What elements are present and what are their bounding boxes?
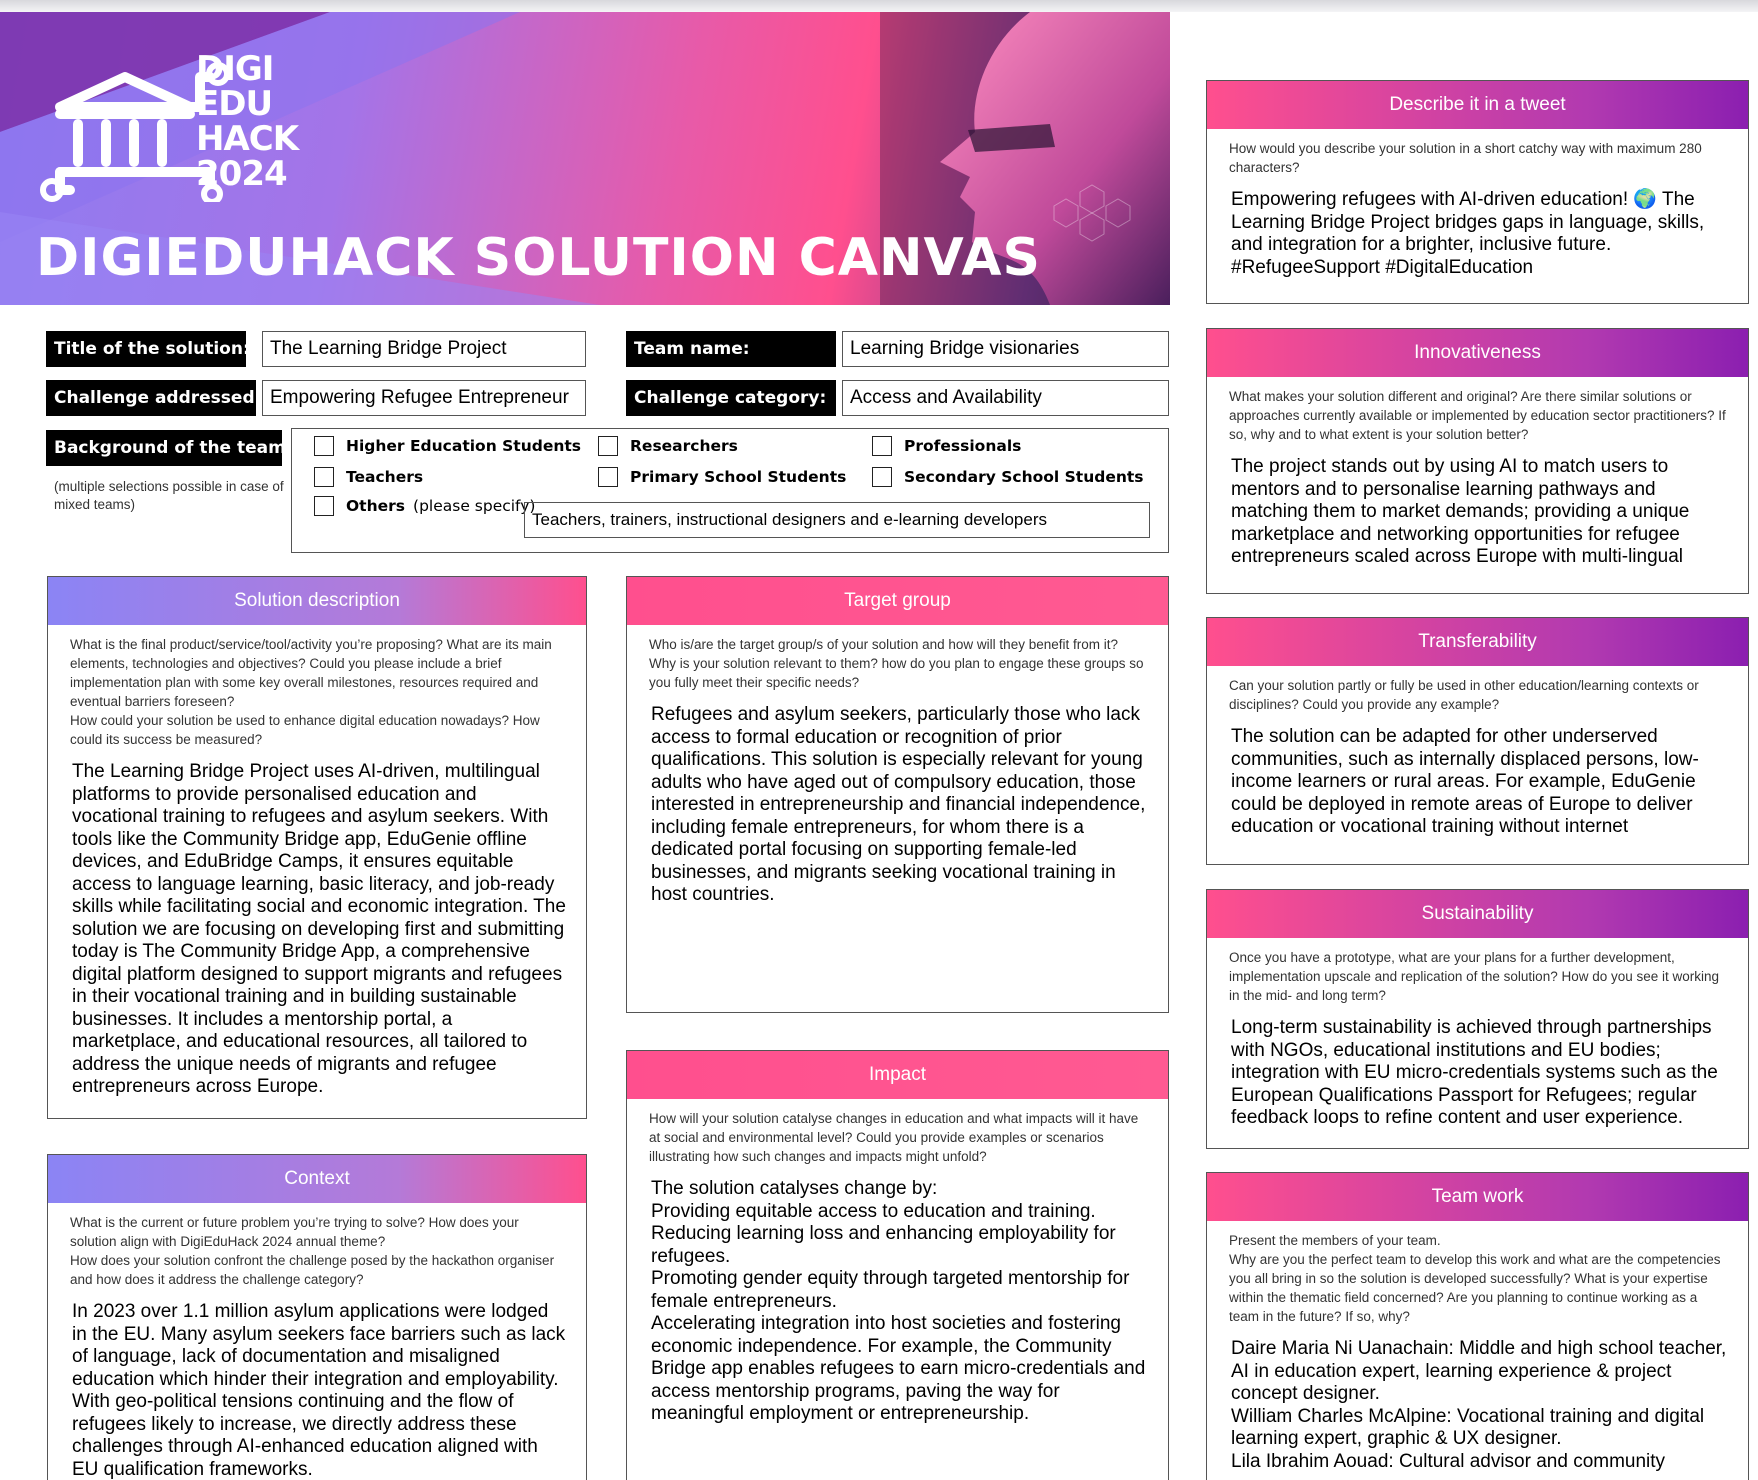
checkbox-label: Others xyxy=(346,497,406,515)
team-name-field[interactable]: Learning Bridge visionaries xyxy=(842,331,1169,367)
section-header: Impact xyxy=(627,1051,1168,1099)
section-header: Describe it in a tweet xyxy=(1207,81,1748,129)
section-team-work xyxy=(1206,1172,1749,1480)
checkbox-square-icon[interactable] xyxy=(314,496,334,516)
section-header: Team work xyxy=(1207,1173,1748,1221)
section-answer[interactable]: The project stands out by using AI to match users to mentors and to personalise learning pathways and matching them to market demands; providing a unique marketplace and networking opportunities for refugee entrepreneurs scaled across Europe with multi-lingual xyxy=(1231,456,1690,567)
checkbox-label: Higher Education Students xyxy=(346,437,582,455)
section-question: How will your solution catalyse changes in education and what impacts will it have at social and environmental level? Could you provide examples or scenarios illustrating how such changes and impacts might unfold? xyxy=(649,1111,1139,1164)
checkbox-square-icon[interactable] xyxy=(314,436,334,456)
checkbox-square-icon[interactable] xyxy=(314,467,334,487)
logo-line-1: DIGI xyxy=(196,49,274,89)
section-header: Target group xyxy=(627,577,1168,625)
logo-line-4: 2024 xyxy=(196,154,287,194)
title-field[interactable]: The Learning Bridge Project xyxy=(262,331,586,367)
challenge-field[interactable]: Empowering Refugee Entrepreneur xyxy=(262,380,586,416)
section-question: What makes your solution different and original? Are there similar solutions or approaches currently available or implemented by education sector practitioners? If so, why and to what extent is your solution better? xyxy=(1229,389,1726,442)
checkbox-label: Secondary School Students xyxy=(904,468,1144,486)
section-header: Transferability xyxy=(1207,618,1748,666)
section-header: Context xyxy=(48,1155,586,1203)
section-header: Sustainability xyxy=(1207,890,1748,938)
challenge-label: Challenge addressed: xyxy=(46,380,256,416)
section-answer[interactable]: Daire Maria Ni Uanachain: Middle and high school teacher, AI in education expert, learning experience & project concept designer. William Charles McAlpine: Vocational training and digital learning expert, graphic & UX designer. Lila Ibrahim Aouad: Cultural advisor and community xyxy=(1231,1338,1727,1472)
section-tweet xyxy=(1206,80,1749,304)
title-label: Title of the solution: xyxy=(46,331,246,367)
background-label: Background of the team: xyxy=(46,430,282,466)
checkbox-others[interactable] xyxy=(314,496,535,516)
logo-line-3: HACK xyxy=(196,119,299,159)
checkbox-higher-education[interactable] xyxy=(314,436,581,456)
others-hint: (please specify) xyxy=(413,497,536,515)
section-solution-description xyxy=(47,576,587,1119)
window-top-edge xyxy=(0,0,1758,12)
section-transferability xyxy=(1206,617,1749,865)
checkbox-primary-school[interactable] xyxy=(598,467,846,487)
background-note: (multiple selections possible in case of mixed teams) xyxy=(54,479,284,512)
section-answer[interactable]: The solution can be adapted for other underserved communities, such as internally displaced persons, low-income learners or rural areas. For example, EduGenie could be deployed in remote areas of Europe to deliver education or vocational training without internet xyxy=(1231,726,1699,837)
others-specify-field[interactable]: Teachers, trainers, instructional designers and e-learning developers xyxy=(524,502,1150,538)
checkbox-square-icon[interactable] xyxy=(872,436,892,456)
section-question: What is the current or future problem you’re trying to solve? How does your solution align with DigiEduHack 2024 annual theme? How does your solution confront the challenge posed by the hackathon organiser and how does it address the challenge category? xyxy=(70,1215,555,1287)
checkbox-secondary-school[interactable] xyxy=(872,467,1144,487)
challenge-category-field[interactable]: Access and Availability xyxy=(842,380,1169,416)
section-context xyxy=(47,1154,587,1480)
logo-line-2: EDU xyxy=(196,84,273,124)
checkbox-professionals[interactable] xyxy=(872,436,1021,456)
section-header: Innovativeness xyxy=(1207,329,1748,377)
section-target-group xyxy=(626,576,1169,1013)
section-answer[interactable]: Long-term sustainability is achieved through partnerships with NGOs, educational institutions and EU bodies; integration with EU micro-credentials systems such as the European Qualifications Passport for Refugees; regular feedback loops to refine content and user experience. xyxy=(1231,1017,1718,1128)
banner-title: DIGIEDUHACK SOLUTION CANVAS xyxy=(36,228,1041,288)
section-question: How would you describe your solution in a short catchy way with maximum 280 characters? xyxy=(1229,141,1702,175)
section-answer[interactable]: In 2023 over 1.1 million asylum applications were lodged in the EU. Many asylum seekers face barriers such as lack of language, lack of documentation and misaligned education which hinder their integration and employability. With geo-political tensions continuing and the flow of refugees likely to increase, we directly address these challenges through AI-enhanced education aligned with EU qualification frameworks. xyxy=(72,1301,566,1480)
team-name-label: Team name: xyxy=(626,331,836,367)
checkbox-label: Primary School Students xyxy=(630,468,847,486)
banner xyxy=(0,12,1170,305)
section-header: Solution description xyxy=(48,577,586,625)
logo-wordmark xyxy=(196,49,299,194)
section-answer[interactable]: The Learning Bridge Project uses AI-driven, multilingual platforms to provide personalised education and vocational training to refugees and asylum seekers. With tools like the Community Bridge app, EduGenie offline devices, and EduBridge Camps, it ensures equitable access to language learning, basic literacy, and job-ready skills while facilitating social and economic integration. The solution we are focusing on developing first and submitting today is The Community Bridge App, a comprehensive digital platform designed to support migrants and refugees in their vocational training and in building sustainable businesses. It includes a mentorship portal, a marketplace, and educational resources, all tailored to address the unique needs of migrants and refugee entrepreneurs across Europe. xyxy=(72,761,566,1097)
section-question: Can your solution partly or fully be used in other education/learning contexts or disciplines? Could you provide any example? xyxy=(1229,678,1699,712)
checkbox-label: Researchers xyxy=(630,437,738,455)
checkbox-label: Teachers xyxy=(346,468,424,486)
checkbox-label: Professionals xyxy=(904,437,1022,455)
challenge-category-label: Challenge category: xyxy=(626,380,836,416)
checkbox-researchers[interactable] xyxy=(598,436,738,456)
section-question: Who is/are the target group/s of your solution and how will they benefit from it? Why is your solution relevant to them? how do you plan to engage these groups so you fully meet their specific needs? xyxy=(649,637,1144,690)
section-question: What is the final product/service/tool/activity you’re proposing? What are its main elements, technologies and objectives? Could you please include a brief implementation plan with some key overall milestones, resources required and eventual barriers foreseen? How could your solution be used to enhance digital education nowadays? How could its success be measured? xyxy=(70,637,552,747)
section-sustainability xyxy=(1206,889,1749,1149)
checkbox-square-icon[interactable] xyxy=(598,436,618,456)
section-innovativeness xyxy=(1206,328,1749,594)
section-impact xyxy=(626,1050,1169,1480)
section-question: Once you have a prototype, what are your plans for a further development, implementation upscale and replication of the solution? How do you see it working in the mid- and long term? xyxy=(1229,950,1720,1003)
checkbox-teachers[interactable] xyxy=(314,467,423,487)
checkbox-square-icon[interactable] xyxy=(872,467,892,487)
section-answer[interactable]: Empowering refugees with AI-driven education! 🌍 The Learning Bridge Project bridges gaps in language, skills, and integration for a brighter, inclusive future. #RefugeeSupport #DigitalEducation xyxy=(1231,189,1705,278)
section-question: Present the members of your team. Why are you the perfect team to develop this work and what are the competencies you all bring in so the solution is developed successfully? What is your expertise within the thematic field concerned? Are you planning to continue working as a team in the future? If so, why? xyxy=(1229,1233,1721,1324)
checkbox-square-icon[interactable] xyxy=(598,467,618,487)
section-answer[interactable]: Refugees and asylum seekers, particularly those who lack access to formal education or recognition of prior qualifications. This solution is especially relevant for young adults who have aged out of compulsory education, those interested in entrepreneurship and financial independence, including female entrepreneurs, for whom there is a dedicated portal focusing on supporting female-led businesses, and migrants seeking vocational training in host countries. xyxy=(651,704,1146,905)
section-answer[interactable]: The solution catalyses change by: Providing equitable access to education and training. Reducing learning loss and enhancing employability for refugees. Promoting gender equity through targeted mentorship for female entrepreneurs. Accelerating integration into host societies and fostering economic independence. For example, the Community Bridge app enables refugees to earn micro-credentials and access mentorship programs, paving the way for meaningful employment or entrepreneurship. xyxy=(651,1178,1146,1424)
